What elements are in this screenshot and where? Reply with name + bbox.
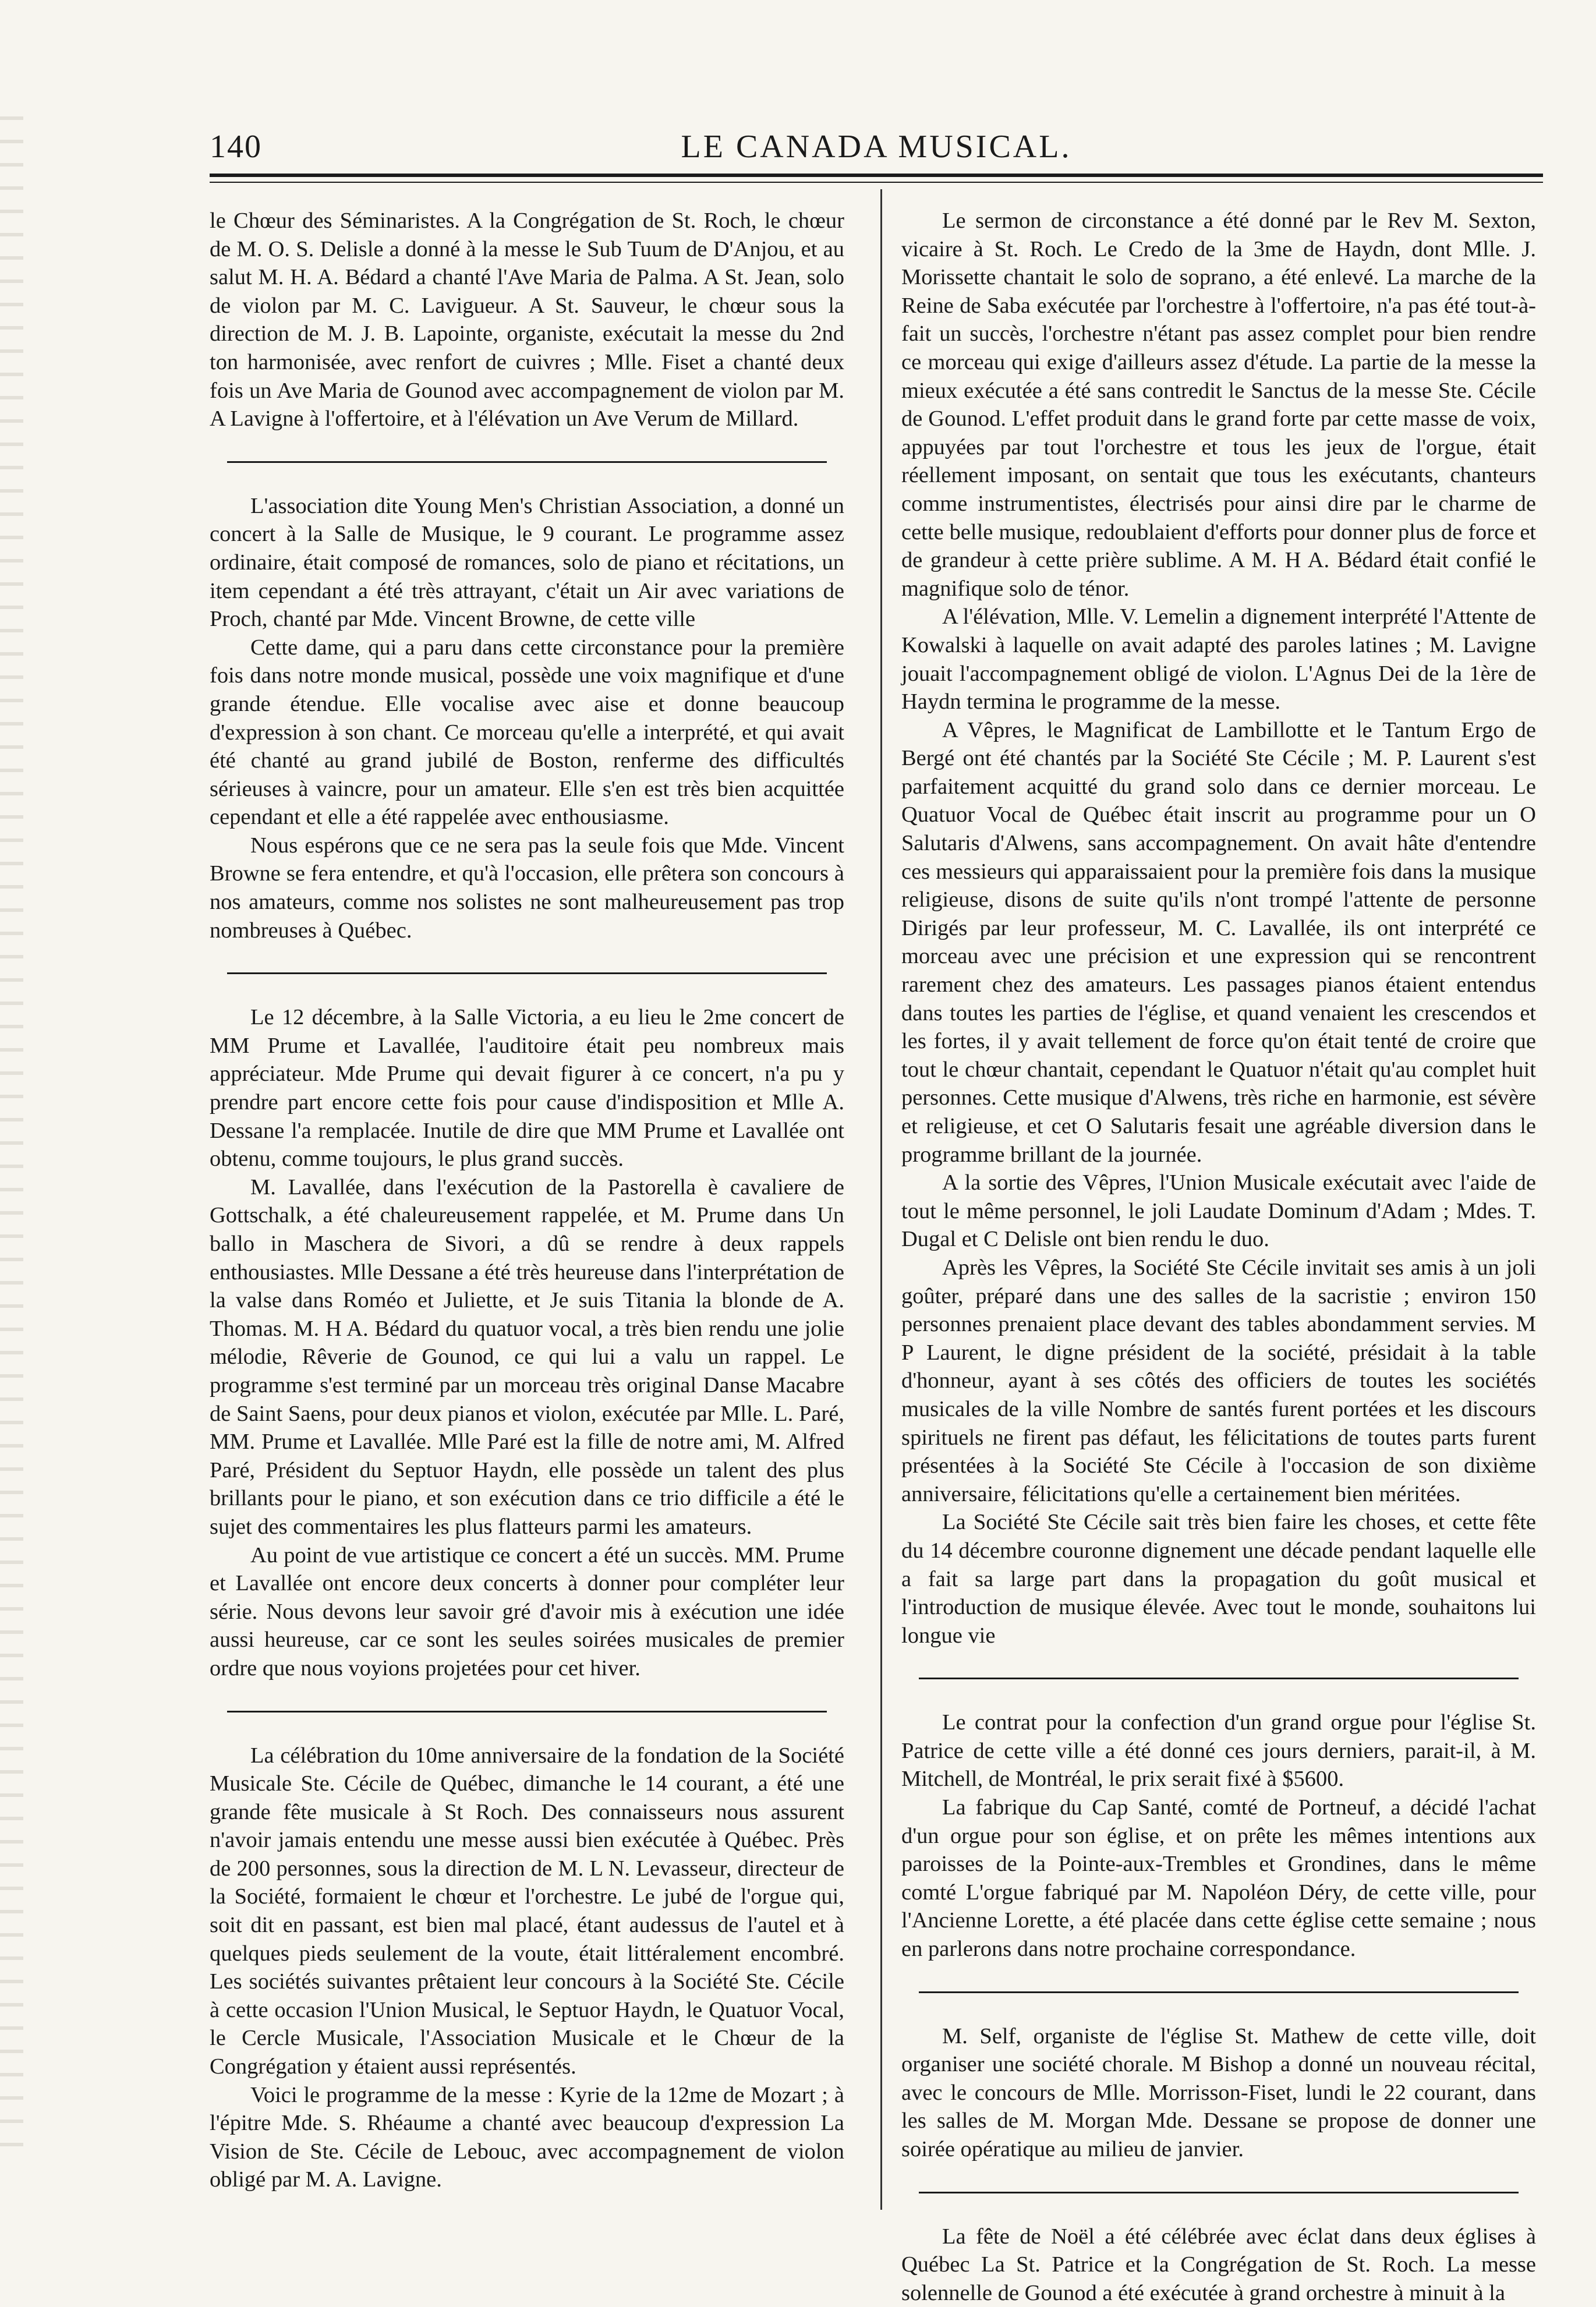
article — [901, 2223, 1536, 2307]
paragraph: Le contrat pour la confection d'un grand orgue pour l'église St. Patrice de cette ville a été donné ces jours derniers, parait-il, à M. Mitchell, de Montréal, le prix serait fixé à $5600. — [901, 1710, 1536, 1792]
header-rule-thick — [210, 174, 1543, 177]
article-separator — [227, 1711, 827, 1712]
paragraph: M. Lavallée, dans l'exécution de la Pastorella è cavaliere de Gottschalk, a été chaleureusement rappelée, et M. Prume dans Un ballo in Maschera de Sivori, a dû se rendre à deux rappels enthousiastes. Mlle Dessane a été très heureuse dans l'interprétation de la valse dans Roméo et Juliette, et Je suis Titania la blonde de A. Thomas. M. H A. Bédard du quatuor vocal, a très bien rendu une jolie mélodie, Rêverie de Gounod, ce qui lui a valu un rappel. Le programme s'est terminé par un morceau très original Danse Macabre de Saint Saens, pour deux pianos et violon, exécutée par Mlle. L. Paré, MM. Prume et Lavallée. Mlle Paré est la fille de notre ami, M. Alfred Paré, Président du Septuor Haydn, elle possède un talent des plus brillants pour le piano, et son exécution dans ce trio difficile a été le sujet des commentaires les plus flatteurs parmi les amateurs. — [210, 1174, 844, 1539]
page-header — [210, 116, 1543, 169]
paragraph: La fabrique du Cap Santé, comté de Portneuf, a décidé l'achat d'un orgue pour son église, et on prête les mêmes intentions aux paroisses de la Pointe-aux-Trembles et Grondines, dans le même comté L'orgue fabriqué par M. Napoléon Déry, de cette ville, pour l'Ancienne Lorette, a été placée dans cette église cette semaine ; nous en parlerons dans notre prochaine correspondance. — [901, 1795, 1536, 1962]
article-separator — [919, 2192, 1519, 2193]
article-separator — [227, 461, 827, 463]
journal-title: LE CANADA MUSICAL. — [681, 129, 1072, 165]
paragraph: Le 12 décembre, à la Salle Victoria, a eu lieu le 2me concert de MM Prume et Lavallée, l'auditoire était peu nombreux mais appréciateur. Mde Prume qui devait figurer à ce concert, n'a pu y prendre part encore cette fois pour cause d'indisposition et Mlle A. Dessane l'a remplacée. Inutile de dire que MM Prume et Lavallée ont obtenu, comme toujours, le plus grand succès. — [210, 1005, 844, 1172]
paragraph: A la sortie des Vêpres, l'Union Musicale exécutait avec l'aide de tout le même personnel, le joli Laudate Dominum d'Adam ; Mdes. T. Dugal et C Delisle ont bien rendu le duo. — [901, 1170, 1536, 1252]
article — [210, 1003, 844, 1682]
paragraph: Après les Vêpres, la Société Ste Cécile invitait ses amis à un joli goûter, préparé dans une des salles de la sacristie ; environ 150 personnes prenaient place devant des tables abondamment servies. M P Laurent, le digne président de la société, présidait à la table d'honneur, ayant à ses côtés des officiers de toutes les sociétés musicales de la ville Nombre de santés furent portées et les discours spirituels ne firent pas défaut, les félicitations de toutes parts furent présentées à la Société Ste Cécile à l'occasion de son dixième anniversaire, félicitations qu'elle a certainement bien méritées. — [901, 1255, 1536, 1506]
paragraph: La célébration du 10me anniversaire de la fondation de la Société Musicale Ste. Cécile de Québec, dimanche le 14 courant, a été une grande fête musicale à St Roch. Des connaisseurs nous assurent n'avoir jamais entendu une messe aussi bien exécutée à Québec. Près de 200 personnes, sous la direction de M. L N. Levasseur, directeur de la Société, formaient le chœur et l'orchestre. Le jubé de l'orgue qui, soit dit en passant, est bien mal placé, étant audessus de l'autel et à quelques pieds seulement de la voute, était littéralement encombré. Les sociétés suivantes prêtaient leur concours à la Société Ste. Cécile à cette occasion l'Union Musical, le Septuor Haydn, le Quatuor Vocal, le Cercle Musicale, l'Association Musicale et le Chœur de la Congrégation y étaient aussi représentés. — [210, 1743, 844, 2079]
paragraph: Au point de vue artistique ce concert a été un succès. MM. Prume et Lavallée ont encore deux concerts à donner pour compléter leur série. Nous devons leur savoir gré d'avoir mis à exécution une idée aussi heureuse, car ce sont les seules soirées musicales de premier ordre que nous voyions projetées pour cet hiver. — [210, 1542, 844, 1680]
article — [210, 492, 844, 945]
paragraph: le Chœur des Séminaristes. A la Congrégation de St. Roch, le chœur de M. O. S. Delisle a donné à la messe le Sub Tuum de D'Anjou, et au salut M. H. A. Bédard a chanté l'Ave Maria de Palma. A St. Jean, solo de violon par M. C. Lavigueur. A St. Sauveur, le chœur sous la direction de M. J. B. Lapointe, organiste, exécutait la messe du 2nd ton harmonisée, avec renfort de cuivres ; Mlle. Fiset a chanté deux fois un Ave Maria de Gounod avec accompagnement de violon par M. A Lavigne à l'offertoire, et à l'élévation un Ave Verum de Millard. — [210, 208, 844, 431]
page-number: 140 — [210, 129, 262, 165]
paragraph: Voici le programme de la messe : Kyrie de la 12me de Mozart ; à l'épitre Mde. S. Rhéaume a chanté avec beaucoup d'expression La Vision de Ste. Cécile de Lebouc, avec accompagnement de violon obligé par M. A. Lavigne. — [210, 2082, 844, 2192]
article-separator — [919, 1991, 1519, 1993]
column-divider — [880, 189, 882, 2210]
article — [901, 2022, 1536, 2164]
paragraph: A Vêpres, le Magnificat de Lambillotte et le Tantum Ergo de Bergé ont été chantés par la Société Ste Cécile ; M. P. Laurent s'est parfaitement acquitté du grand solo dans ce dernier morceau. Le Quatuor Vocal de Québec était inscrit au programme pour un O Salutaris d'Alwens, sans accompagnement. On avait hâte d'entendre ces messieurs qui apparaissaient pour la première fois dans la musique religieuse, disons de suite qu'ils n'ont trompé l'attente de personne Dirigés par leur professeur, M. C. Lavallée, ils ont interprété ce morceau avec une précision et une expression qui se rencontrent rarement chez des amateurs. Les passages pianos étaient entendus dans toutes les parties de l'église, et quand venaient les crescendos et les fortes, il y avait tellement de force qu'on était tenté de croire que tout le chœur chantait, cependant le Quatuor n'était qu'au complet huit personnes. Cette musique d'Alwens, très riche en harmonie, est sévère et religieuse, et cet O Salutaris fesait une agréable diversion dans le programme brillant de la journée. — [901, 717, 1536, 1167]
paragraph: Le sermon de circonstance a été donné par le Rev M. Sexton, vicaire à St. Roch. Le Credo de la 3me de Haydn, dont Mlle. J. Morissette chantait le solo de soprano, a été enlevé. La marche de la Reine de Saba exécutée par l'orchestre à l'offertoire, n'a pas été tout-à-fait un succès, l'orchestre n'étant pas assez complet pour bien rendre ce morceau qui exige d'ailleurs assez d'étude. La partie de la messe la mieux exécutée a été sans contredit le Sanctus de la messe Ste. Cécile de Gounod. L'effet produit dans le grand forte par cette masse de voix, appuyées par tout l'orchestre et tous les jeux de l'orgue, était réellement imposant, on sentait que tous les exécutants, chanteurs comme instrumentistes, électrisés pour ainsi dire par le charme de cette belle musique, redoublaient d'efforts pour donner plus de force et de grandeur à cette prière sublime. A M. H A. Bédard était confié le magnifique solo de ténor. — [901, 208, 1536, 601]
article-separator — [919, 1678, 1519, 1679]
article — [901, 1708, 1536, 1963]
article — [210, 207, 844, 433]
paragraph: L'association dite Young Men's Christian Association, a donné un concert à la Salle de Musique, le 9 courant. Le programme assez ordinaire, était composé de romances, solo de piano et récitations, un item cependant a été très attrayant, c'était un Air avec variations de Proch, chanté par Mde. Vincent Browne, de cette ville — [210, 493, 844, 632]
right-column — [901, 207, 1536, 2307]
paragraph: A l'élévation, Mlle. V. Lemelin a dignement interprété l'Attente de Kowalski à laquelle on avait adapté des paroles latines ; M. Lavigne jouait l'accompagnement obligé de violon. L'Agnus Dei de la 1ère de Haydn termina le programme de la messe. — [901, 604, 1536, 714]
left-column — [210, 207, 844, 2194]
paragraph: Nous espérons que ce ne sera pas la seule fois que Mde. Vincent Browne se fera entendre, et qu'à l'occasion, elle prêtera son concours à nos amateurs, comme nos solistes ne sont malheureusement pas trop nombreuses à Québec. — [210, 833, 844, 943]
header-rule-thin — [210, 182, 1543, 183]
paragraph: La fête de Noël a été célébrée avec éclat dans deux églises à Québec La St. Patrice et la Congrégation de St. Roch. La messe solennelle de Gounod a été exécutée à grand orchestre à minuit à la — [901, 2224, 1536, 2305]
article — [901, 207, 1536, 1650]
paragraph: Cette dame, qui a paru dans cette circonstance pour la première fois dans notre monde musical, possède une voix magnifique et d'une grande étendue. Elle vocalise avec aise et donne beaucoup d'expression à son chant. Ce morceau qu'elle a interprété, et qui avait été chanté au grand jubilé de Boston, renferme des difficultés sérieuses à vaincre, pour un amateur. Elle s'en est très bien acquittée cependant et elle a été rappelée avec enthousiasme. — [210, 635, 844, 830]
article — [210, 1742, 844, 2195]
paragraph: La Société Ste Cécile sait très bien faire les choses, et cette fête du 14 décembre couronne dignement une décade pendant laquelle elle a fait sa large part dans la propagation du goût musical et l'introduction de musique élevée. Avec tout le monde, souhaitons lui longue vie — [901, 1510, 1536, 1648]
paragraph: M. Self, organiste de l'église St. Mathew de cette ville, doit organiser une société chorale. M Bishop a donné un nouveau récital, avec le concours de Mlle. Morrisson-Fiset, lundi le 22 courant, dans les salles de M. Morgan Mde. Dessane se propose de donner une soirée opératique au milieu de janvier. — [901, 2023, 1536, 2161]
article-separator — [227, 972, 827, 974]
scan-margin-noise — [0, 116, 23, 2154]
